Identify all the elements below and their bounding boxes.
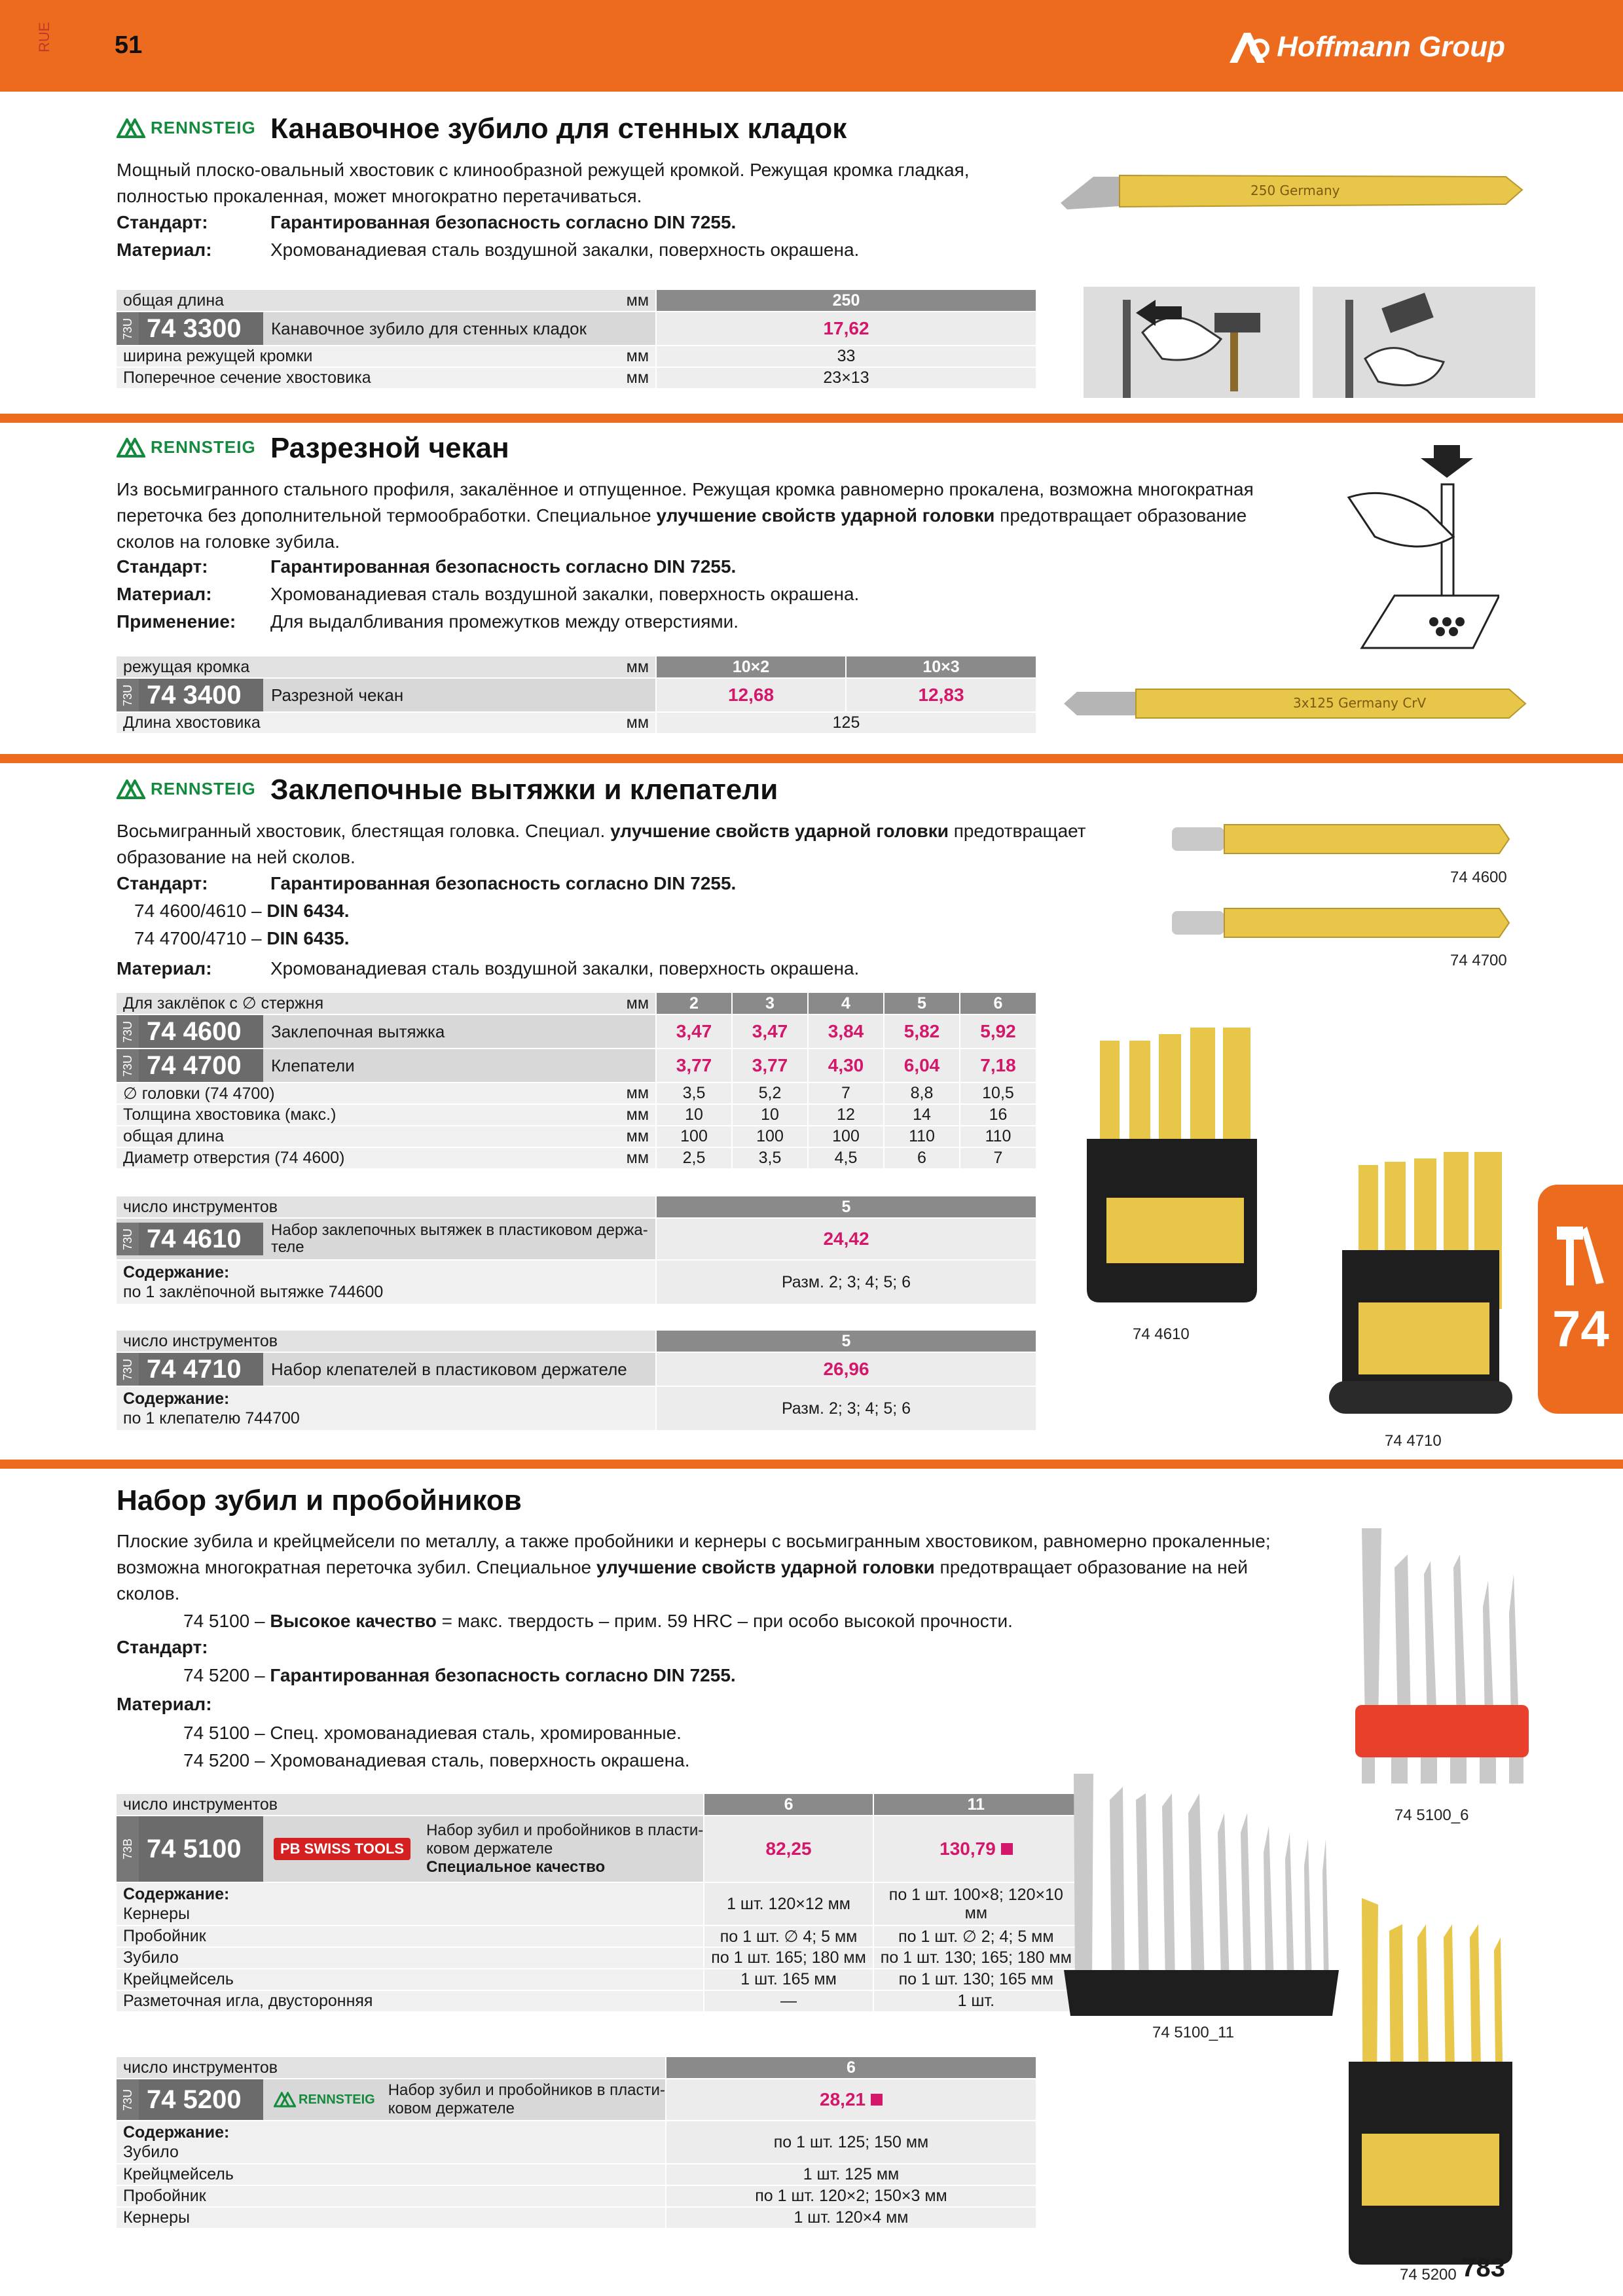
brand-rennsteig: RENNSTEIG [263,2092,375,2108]
cutting-illustration [1336,445,1499,655]
price: 24,42 [656,1218,1036,1260]
spec-table-743400: режущая кромка мм 10×2 10×3 73U 74 3400 Разрезной чекан 12,68 12,83 Длина хвостовика мм 125 [117,656,1036,734]
standard-row: Стандарт: Гарантированная безопасность согласно DIN 7255. [117,212,737,232]
article-number: 74 4700 [139,1049,263,1082]
chisel-set-745200-image [1349,1898,1512,2265]
article-row[interactable]: 73U 74 5200 RENNSTEIG Набор зубил и пробойников в пласти- ковом держателе 28,21 [117,2079,1036,2121]
rennsteig-logo-icon [117,780,145,799]
chisel-set-745100-11-image [1061,1774,1342,2022]
hoffmann-logo [1227,29,1505,65]
article-number: 74 3300 [139,312,263,345]
section-description: Восьмигранный хвостовик, блестящая головка. Специал. улучшение свойств ударной головки предотвращает образование на ней сколов. [117,821,1086,867]
svg-text:250 Germany: 250 Germany [1250,183,1340,198]
chisel-set-745100-6-image [1349,1528,1532,1803]
section-title: Заклепочные вытяжки и клепатели [270,774,778,806]
spec-table-745100: число инструментов 6 11 73B 74 5100 PB SWISS TOOLS Набор зубил и пробойников в пласти- ковом держателе Специальное качество 82,25 130,79 Содержание: Кернеры 1 шт. 120×12 мм по 1 шт. 100×8; 120×10 мм Пробойник по 1 шт. ∅ 4; 5 мм по 1 шт. ∅ 2; 4; 5 мм Зубило по 1 шт. 165; 180 мм по 1 шт. 130; 165; 180 мм Крейцмейсель 1 шт. 165 мм по 1 шт. 130; 165 мм Разметочная игла, двусторонняя — 1 шт. [117,1794,1078,2013]
article-row[interactable]: 73U 74 4600 Заклепочная вытяжка 3,47 3,47 3,84 5,82 5,92 [117,1014,1036,1049]
catalog-code: RUE [36,22,52,52]
svg-text:3x125 Germany CrV: 3x125 Germany CrV [1293,695,1427,711]
spec-table-745200: число инструментов 6 73U 74 5200 RENNSTEIG Набор зубил и пробойников в пласти- ковом держателе 28,21 Содержание: Зубило по 1 шт. 125; 150 мм Крейцмейсель 1 шт. 125 мм Пробойник по 1 шт. 120×2; 150×3 мм Кернеры 1 шт. 120×4 мм [117,2057,1036,2229]
article-number: 74 5100 [139,1816,263,1882]
rennsteig-logo-icon [117,118,145,138]
footer-page-number: 783 [1461,2253,1505,2282]
section-divider [0,1460,1623,1469]
image-caption: 74 4700 [1450,952,1507,969]
rivet-set-744710-image [1322,1152,1512,1427]
standard-row: Стандарт: Гарантированная безопасность согласно DIN 7255. [117,873,737,893]
article-number: 74 4600 [139,1015,263,1048]
article-row[interactable]: 73U 74 4700 Клепатели 3,77 3,77 4,30 6,04 7,18 [117,1049,1036,1083]
chisel-hammer-icon [1554,1224,1607,1289]
chisel-image [1057,677,1535,730]
article-row[interactable]: 73U 74 4610 Набор заклепочных вытяжек в пластиковом держа- теле 24,42 [117,1218,1036,1260]
chapter-tab [1538,1185,1623,1414]
section-description: Мощный плоско-овальный хвостовик с клинообразной режущей кромкой. Режущая кромка гладкая, полностью прокаленная, может многократно перетачиваться. [117,160,970,206]
chisel-image [1054,157,1532,223]
price: 28,21 [666,2079,1036,2121]
image-caption: 74 4710 [1385,1432,1442,1450]
section-title: Разрезной чекан [270,432,509,464]
rennsteig-logo-icon [117,438,145,457]
price: 12,68 [656,678,846,712]
standard-sub-2: 74 4700/4710 – DIN 6435. [134,928,350,948]
application-row: Применение: Для выдалбливания промежутков между отверстиями. [117,611,739,632]
top-bar [0,0,1623,92]
standard-row: Стандарт: [117,1637,208,1657]
article-number: 74 4610 [139,1223,263,1255]
price: 130,79 [873,1816,1078,1882]
section-title: Канавочное зубило для стенных кладок [270,113,847,145]
article-row[interactable]: 73U 74 3300 Канавочное зубило для стенных кладок 17,62 [117,312,1036,346]
section-description: Из восьмигранного стального профиля, закалённое и отпущенное. Режущая кромка равномерно прокалена, возможна многократная переточка без дополнительной термообработки. Специальное улучшение свойств ударной головки предотвращает образование сколов на головке зубила. [117,479,1254,552]
price: 82,25 [704,1816,873,1882]
usage-illustration [1084,287,1535,398]
logo-text: Hoffmann Group [1277,31,1505,63]
rennsteig-logo-icon [274,2092,296,2108]
section-title: Набор зубил и пробойников [117,1484,522,1516]
material-row: Материал: Хромованадиевая сталь воздушной закалки, поверхность окрашена. [117,584,860,604]
material-row: Материал: Хромованадиевая сталь воздушной закалки, поверхность окрашена. [117,958,860,978]
header-page-number: 51 [115,31,143,59]
image-caption: 74 4600 [1450,869,1507,886]
spec-table-744710: число инструментов 5 73U 74 4710 Набор клепателей в пластиковом держателе 26,96 Содержание: по 1 клепателю 744700 Разм. 2; 3; 4; 5; 6 [117,1331,1036,1431]
price: 12,83 [846,678,1036,712]
image-caption: 74 5200 [1400,2266,1457,2284]
new-marker-icon [871,2094,883,2106]
article-row[interactable]: 73U 74 3400 Разрезной чекан 12,68 12,83 [117,678,1036,712]
section-divider [0,414,1623,423]
new-marker-icon [1001,1843,1013,1855]
quality-note: 74 5100 – Высокое качество = макс. твердость – прим. 59 HRC – при особо высокой прочности. [183,1611,1013,1631]
brand-rennsteig: RENNSTEIG [117,779,256,799]
spec-table-744600-744700: Для заклёпок с ∅ стержня мм 2 3 4 5 6 73U 74 4600 Заклепочная вытяжка 3,47 3,47 3,84 5,82 5,92 73U 74 4700 Клепатели 3,77 3,77 4,30 6,04 7,18 ∅ головки (74 4700) мм 3,5 5,2 7 8,8 10,5 Толщина хвостовика (макс.) мм 10 10 12 14 16 общая длина мм 100 100 100 110 110 Диаметр отверстия (74 4600) мм 2,5 3,5 4,5 6 7 [117,993,1036,1170]
section-divider [0,754,1623,763]
standard-row: Стандарт: Гарантированная безопасность согласно DIN 7255. [117,556,737,577]
price: 17,62 [656,312,1036,346]
image-caption: 74 5100_6 [1395,1806,1469,1824]
article-row[interactable]: 73U 74 4710 Набор клепателей в пластиковом держателе 26,96 [117,1352,1036,1386]
spec-table-743300: общая длина мм 250 73U 74 3300 Канавочное зубило для стенных кладок 17,62 ширина режущей кромки мм 33 Поперечное сечение хвостовика мм 23×13 [117,290,1036,389]
material-sub-1: 74 5100 – Спец. хромованадиевая сталь, хромированные. [183,1723,682,1743]
material-sub-2: 74 5200 – Хромованадиевая сталь, поверхность окрашена. [183,1750,690,1770]
article-number: 74 4710 [139,1353,263,1386]
material-row: Материал: [117,1694,212,1714]
brand-rennsteig: RENNSTEIG [117,437,256,457]
brand-rennsteig: RENNSTEIG [117,118,256,138]
section-description: Плоские зубила и крейцмейсели по металлу, а также пробойники и кернеры с восьмигранным хвостовиком, равномерно прокаленные; возможна многократная переточка зубил. Специальное улучшение свойств ударной головки предотвращает образование на ней сколов. [117,1531,1271,1604]
article-number: 74 5200 [139,2079,263,2120]
material-row: Материал: Хромованадиевая сталь воздушной закалки, поверхность окрашена. [117,240,860,260]
article-number: 74 3400 [139,679,263,711]
price: 26,96 [656,1352,1036,1386]
spec-table-744610: число инструментов 5 73U 74 4610 Набор заклепочных вытяжек в пластиковом держа- теле 24,42 Содержание: по 1 заклёпочной вытяжке 744600 Разм. 2; 3; 4; 5; 6 [117,1196,1036,1305]
image-caption: 74 4610 [1133,1325,1190,1343]
hoffmann-logo-icon [1227,29,1270,65]
image-caption: 74 5100_11 [1152,2024,1235,2041]
pb-swiss-tools-logo: PB SWISS TOOLS [274,1838,410,1860]
chapter-number: 74 [1552,1300,1609,1357]
standard-sub: 74 5200 – Гарантированная безопасность согласно DIN 7255. [183,1665,736,1685]
article-row[interactable]: 73B 74 5100 PB SWISS TOOLS Набор зубил и пробойников в пласти- ковом держателе Специальное качество 82,25 130,79 [117,1816,1078,1882]
standard-sub-1: 74 4600/4610 – DIN 6434. [134,901,350,921]
rivet-set-744610-image [1074,1028,1264,1316]
